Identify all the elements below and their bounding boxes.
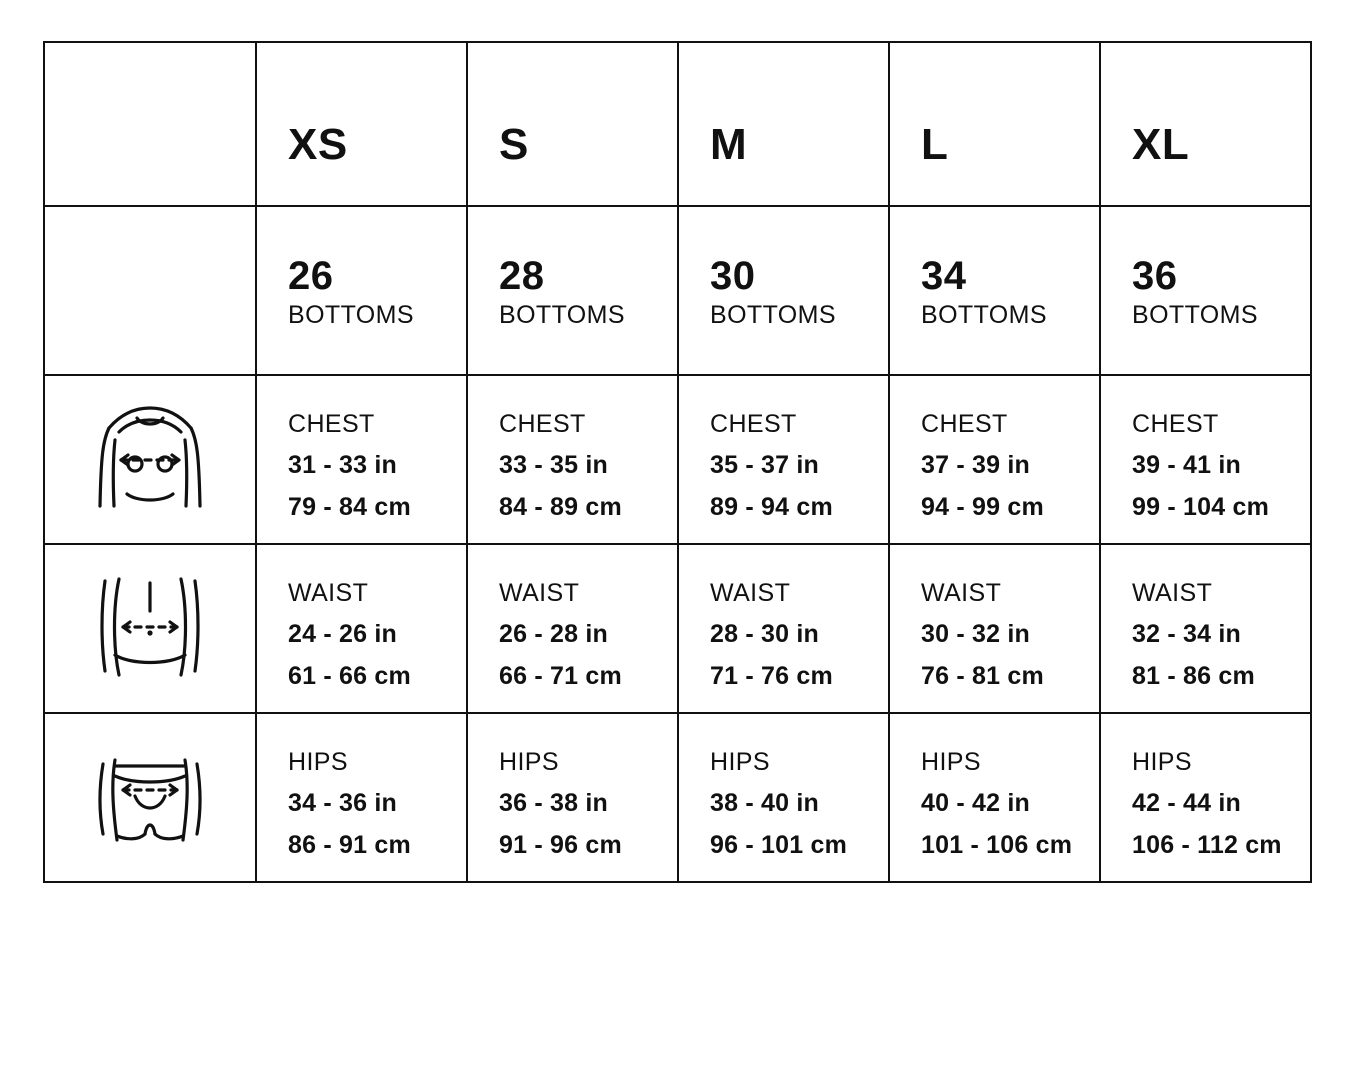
measurement-cm: 79 - 84 cm [288, 492, 411, 521]
measurement-cm: 89 - 94 cm [710, 492, 833, 521]
table-row-sizes [44, 42, 1311, 206]
measurement-name: HIPS [710, 748, 770, 776]
waist-measure-icon-cell [44, 544, 256, 713]
bottoms-number: 28 [499, 254, 545, 298]
measurement-inches: 30 - 32 in [921, 620, 1030, 649]
measurement-name: WAIST [499, 579, 580, 607]
size-label: XS [288, 120, 348, 169]
measurement-name: WAIST [288, 579, 369, 607]
bottoms-label: BOTTOMS [288, 301, 414, 329]
measurement-cm: 71 - 76 cm [710, 661, 833, 690]
size-label: S [499, 120, 529, 169]
table-row-bottoms [44, 206, 1311, 375]
table-row-hips [44, 713, 1311, 882]
size-header-cell [678, 42, 889, 206]
size-header-cell [467, 42, 678, 206]
bottoms-cell [889, 206, 1100, 375]
measurement-inches: 35 - 37 in [710, 451, 819, 480]
bottoms-number: 34 [921, 254, 967, 298]
bottoms-row-blank-cell [44, 206, 256, 375]
bottoms-number: 30 [710, 254, 756, 298]
measurement-cm: 66 - 71 cm [499, 661, 622, 690]
bottoms-label: BOTTOMS [921, 301, 1047, 329]
size-chart-table [43, 41, 1312, 883]
measurement-cell [678, 544, 889, 713]
measurement-name: WAIST [1132, 579, 1213, 607]
measurement-cm: 96 - 101 cm [710, 830, 848, 859]
measurement-cell [256, 713, 467, 882]
measurement-inches: 40 - 42 in [921, 789, 1030, 818]
size-label: L [921, 120, 949, 169]
measurement-inches: 32 - 34 in [1132, 620, 1241, 649]
measurement-name: CHEST [288, 410, 375, 438]
bottoms-number: 36 [1132, 254, 1178, 298]
measurement-inches: 37 - 39 in [921, 451, 1030, 480]
measurement-cm: 86 - 91 cm [288, 830, 411, 859]
measurement-inches: 39 - 41 in [1132, 451, 1241, 480]
measurement-name: HIPS [921, 748, 981, 776]
size-header-cell [1100, 42, 1311, 206]
bottoms-label: BOTTOMS [1132, 301, 1258, 329]
measurement-inches: 26 - 28 in [499, 620, 608, 649]
waist-measure-icon [45, 545, 255, 708]
bottoms-cell [678, 206, 889, 375]
chest-measure-icon-cell [44, 375, 256, 544]
measurement-cell [256, 544, 467, 713]
measurement-name: CHEST [499, 410, 586, 438]
measurement-cm: 91 - 96 cm [499, 830, 622, 859]
measurement-cell [467, 544, 678, 713]
measurement-cm: 61 - 66 cm [288, 661, 411, 690]
bottoms-number: 26 [288, 254, 334, 298]
measurement-cm: 94 - 99 cm [921, 492, 1044, 521]
measurement-cell [1100, 713, 1311, 882]
measurement-cell [256, 375, 467, 544]
bottoms-cell [256, 206, 467, 375]
measurement-cell [467, 375, 678, 544]
measurement-inches: 31 - 33 in [288, 451, 397, 480]
measurement-inches: 24 - 26 in [288, 620, 397, 649]
measurement-cm: 101 - 106 cm [921, 830, 1073, 859]
size-label: M [710, 120, 748, 169]
bottoms-cell [467, 206, 678, 375]
size-header-cell [889, 42, 1100, 206]
size-label: XL [1132, 120, 1190, 169]
measurement-cell [678, 713, 889, 882]
measurement-name: HIPS [1132, 748, 1192, 776]
table-row-waist [44, 544, 1311, 713]
bottoms-cell [1100, 206, 1311, 375]
chest-measure-icon [45, 376, 255, 539]
measurement-cell [678, 375, 889, 544]
measurement-name: CHEST [710, 410, 797, 438]
bottoms-label: BOTTOMS [710, 301, 836, 329]
hips-measure-icon [45, 714, 255, 877]
measurement-cm: 76 - 81 cm [921, 661, 1044, 690]
table-row-chest [44, 375, 1311, 544]
measurement-inches: 36 - 38 in [499, 789, 608, 818]
measurement-inches: 33 - 35 in [499, 451, 608, 480]
measurement-name: CHEST [1132, 410, 1219, 438]
measurement-inches: 38 - 40 in [710, 789, 819, 818]
measurement-cm: 99 - 104 cm [1132, 492, 1270, 521]
measurement-cm: 84 - 89 cm [499, 492, 622, 521]
hips-measure-icon-cell [44, 713, 256, 882]
measurement-name: HIPS [288, 748, 348, 776]
measurement-inches: 28 - 30 in [710, 620, 819, 649]
measurement-name: WAIST [710, 579, 791, 607]
measurement-name: HIPS [499, 748, 559, 776]
measurement-cell [1100, 544, 1311, 713]
measurement-cell [1100, 375, 1311, 544]
measurement-cell [889, 544, 1100, 713]
measurement-cell [889, 713, 1100, 882]
measurement-inches: 42 - 44 in [1132, 789, 1241, 818]
measurement-cm: 106 - 112 cm [1132, 830, 1282, 859]
measurement-name: CHEST [921, 410, 1008, 438]
measurement-cm: 81 - 86 cm [1132, 661, 1255, 690]
measurement-name: WAIST [921, 579, 1002, 607]
measurement-cell [889, 375, 1100, 544]
size-header-cell [256, 42, 467, 206]
bottoms-label: BOTTOMS [499, 301, 625, 329]
corner-blank-cell [44, 42, 256, 206]
measurement-cell [467, 713, 678, 882]
measurement-inches: 34 - 36 in [288, 789, 397, 818]
